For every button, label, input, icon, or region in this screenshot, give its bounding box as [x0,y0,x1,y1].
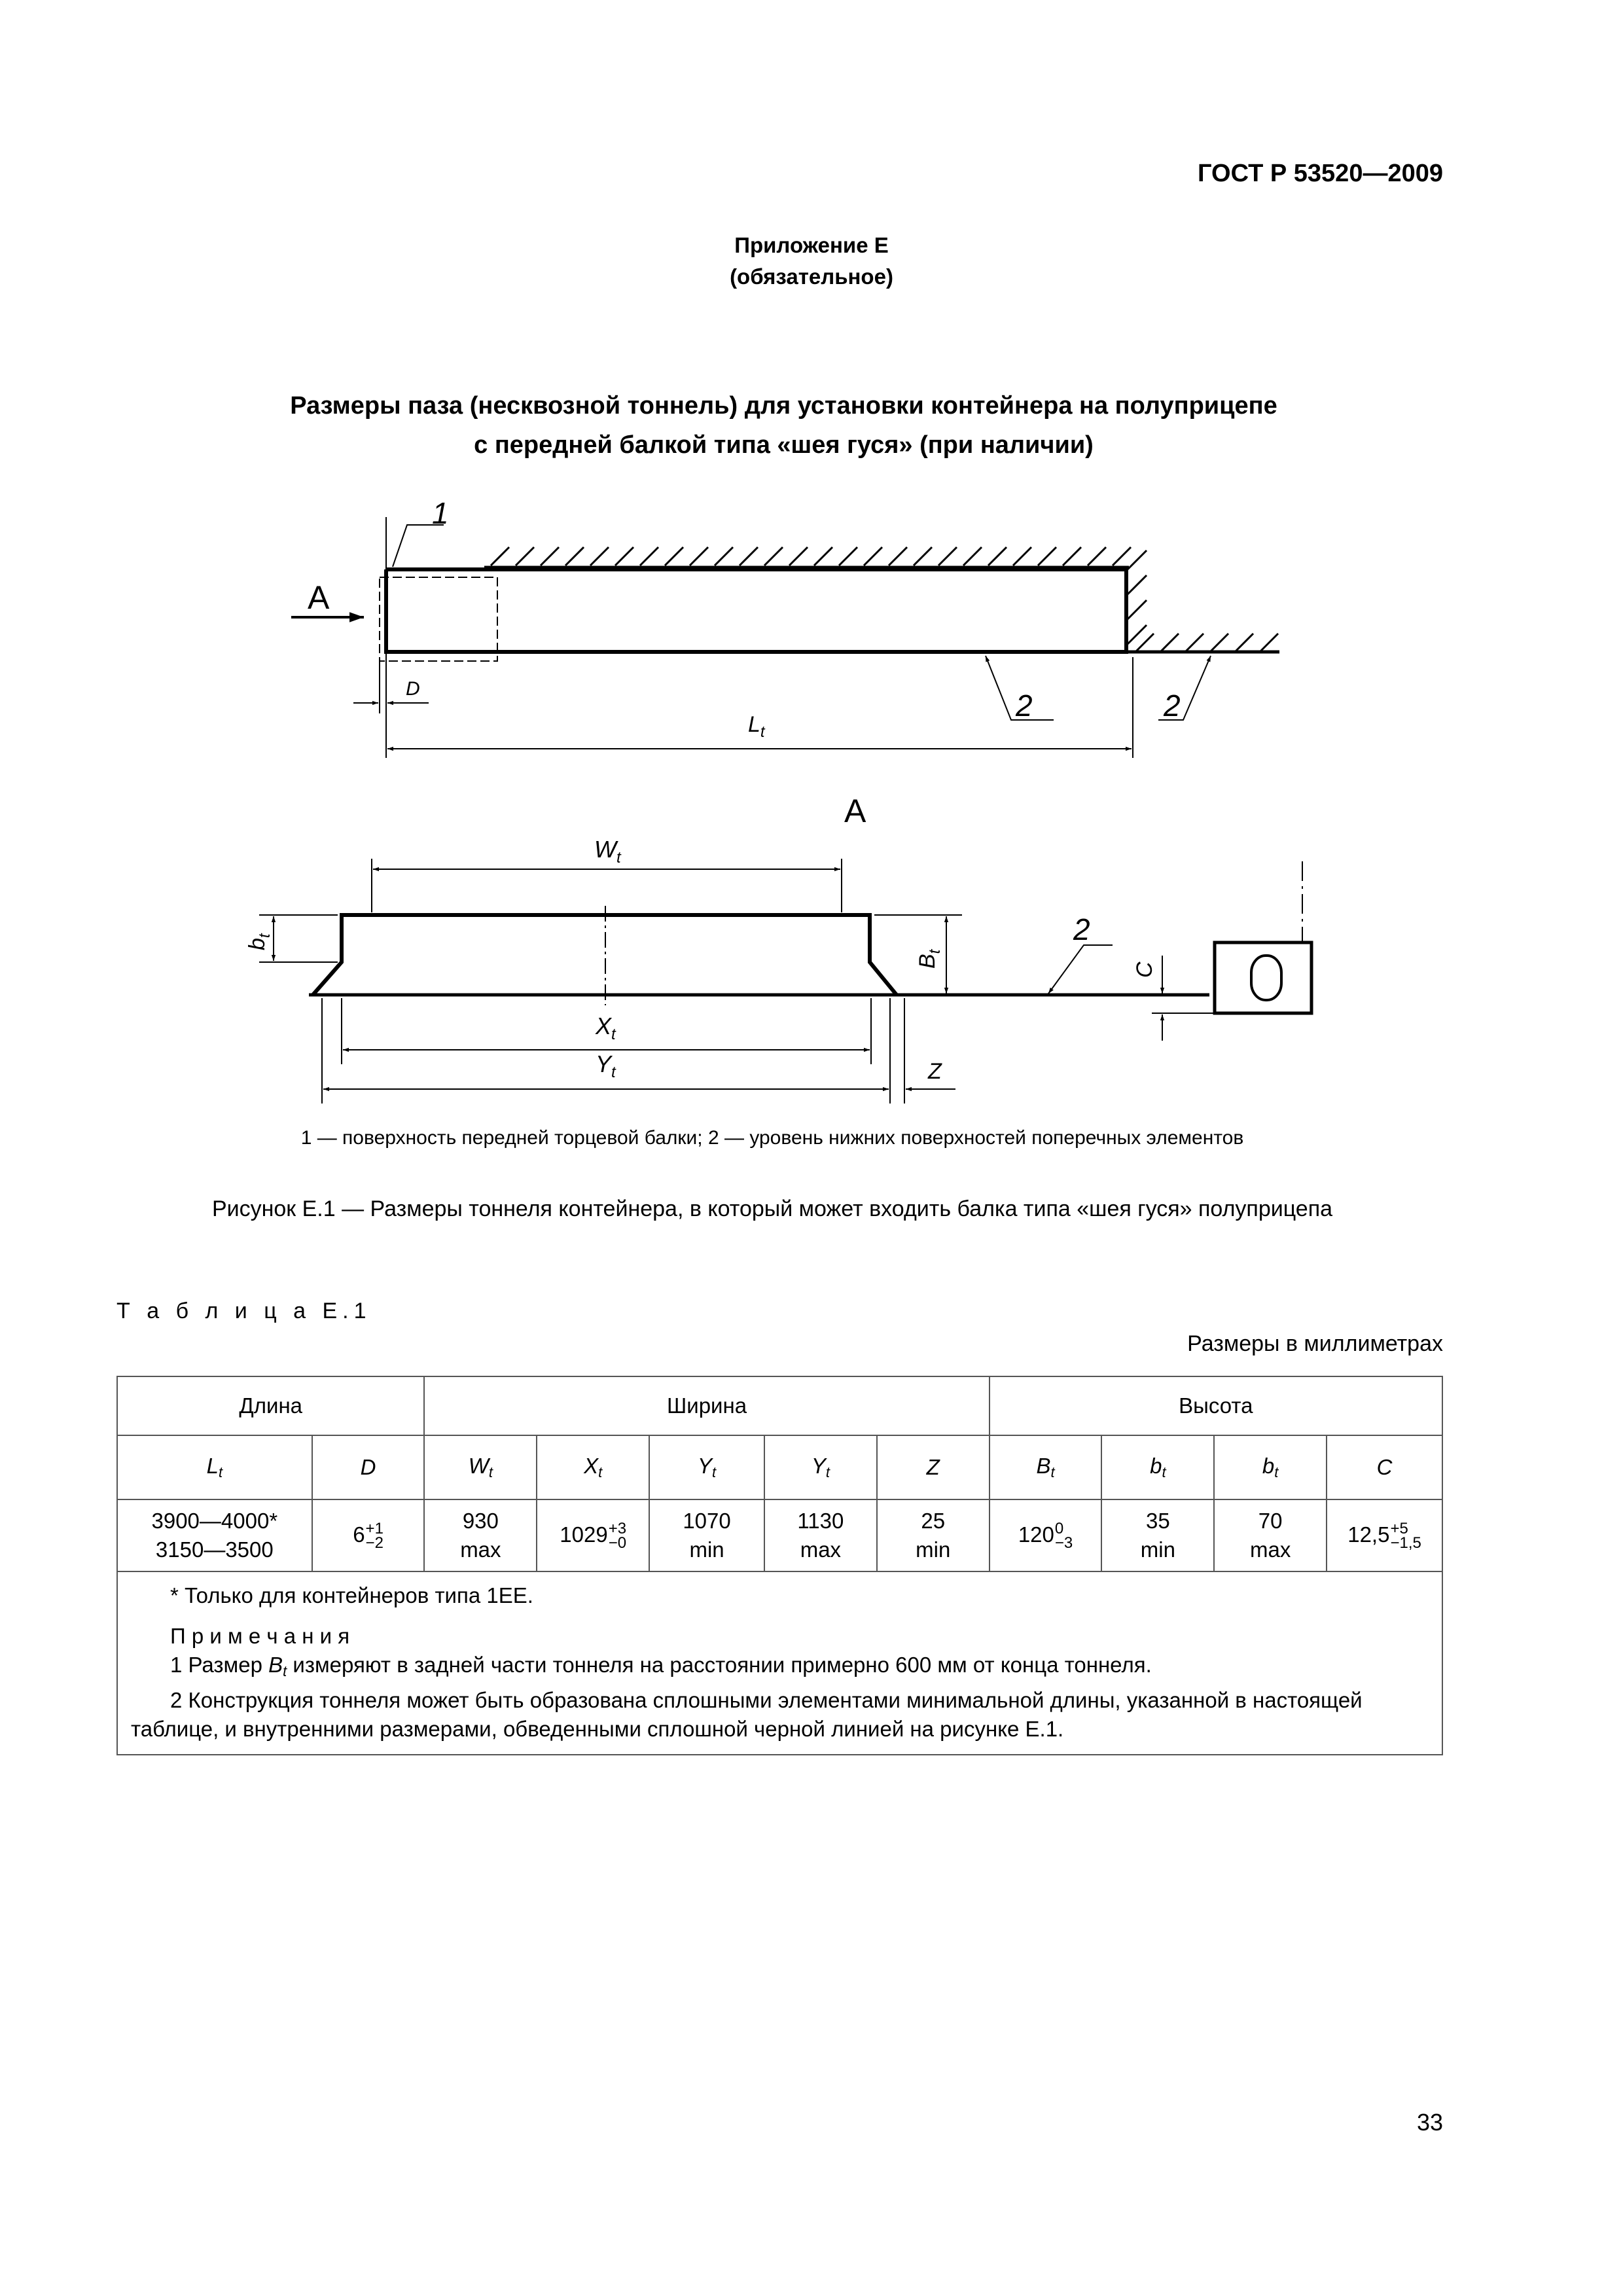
value-lt: 3900—4000* 3150—3500 [117,1499,312,1571]
value-c: 12,5+5 −1,5 [1327,1499,1442,1571]
page-number: 33 [1416,2109,1443,2136]
callout-2-right: 2 [1164,689,1181,723]
view-arrow-label: А [308,579,330,616]
table-units: Размеры в миллиметрах [1187,1331,1443,1356]
symbol-bt-big: $B_t$ [990,1435,1102,1499]
symbol-d: D [312,1435,425,1499]
symbol-yt-max: $Y_t$ [764,1435,877,1499]
dim-bt-big-label: $B_t$ [915,949,944,969]
standard-designation: ГОСТ Р 53520—2009 [1198,160,1443,187]
callout-2-left: 2 [1016,689,1033,723]
dimensions-table [116,1376,1443,1755]
dim-lt-label: $L_t$ [748,712,765,741]
symbol-xt: $X_t$ [537,1435,649,1499]
table-number: Т а б л и ц а Е.1 [116,1299,372,1323]
annex-status: (обязательное) [730,264,893,289]
dim-d-label: D [406,678,420,700]
value-d: 6+1 −2 [312,1499,425,1571]
value-yt-max: 1130 max [764,1499,877,1571]
callout-1: 1 [432,496,449,530]
dim-z-label: Z [928,1059,942,1084]
value-xt: 1029+3 −0 [537,1499,649,1571]
annex-title: Приложение Е [734,233,889,257]
section-view-label: А [844,793,866,829]
table-footnote: * Только для контейнеров типа 1EE. [170,1583,533,1607]
value-wt: 930 max [424,1499,537,1571]
section-title-line2: с передней балкой типа «шея гуся» (при наличии) [474,431,1094,459]
section-view [259,859,1311,1103]
value-bt-big: 1200 −3 [990,1499,1102,1571]
note-1: 1 Размер $B_t$ измеряют в задней части тоннеля на расстоянии примерно 600 мм от конца тоннеля. [170,1653,1152,1679]
dim-bt-small-label: $b_t$ [245,933,274,950]
note-2: 2 Конструкция тоннеля может быть образована сплошными элементами минимальной длины, указанной в настоящей таблице, и внутренними размерами, обведенными сплошной черной линией на рисунке Е.1. [131,1688,1363,1741]
symbol-bt-min: $b_t$ [1101,1435,1214,1499]
symbol-z: Z [877,1435,990,1499]
dim-xt-label: $X_t$ [596,1013,616,1043]
symbol-yt-min: $Y_t$ [649,1435,764,1499]
symbol-wt: $W_t$ [424,1435,537,1499]
value-yt-min: 1070 min [649,1499,764,1571]
group-header-height: Высота [990,1376,1442,1435]
symbol-c: C [1327,1435,1442,1499]
value-z: 25 min [877,1499,990,1571]
group-header-length: Длина [117,1376,424,1435]
symbol-lt: $L_t$ [117,1435,312,1499]
dim-c-label: C [1132,961,1157,978]
value-bt-min: 35 min [1101,1499,1214,1571]
table-notes [117,1571,1442,1755]
dim-yt-label: $Y_t$ [596,1050,616,1081]
dim-wt-label: $W_t$ [594,836,621,867]
value-bt-max: 70 max [1214,1499,1327,1571]
callout-2-section: 2 [1073,912,1090,946]
side-view [291,517,1279,758]
figure-legend: 1 — поверхность передней торцевой балки; 2 — уровень нижних поверхностей поперечных элементов [300,1127,1244,1149]
symbol-bt-max: $b_t$ [1214,1435,1327,1499]
notes-title: П р и м е ч а н и я [170,1624,350,1648]
group-header-width: Ширина [424,1376,989,1435]
section-title-line1: Размеры паза (несквозной тоннель) для установки контейнера на полуприцепе [290,392,1277,420]
tunnel-figure [0,0,1623,1126]
figure-caption: Рисунок Е.1 — Размеры тоннеля контейнера, в который может входить балка типа «шея гуся» полуприцепа [211,1196,1333,1221]
